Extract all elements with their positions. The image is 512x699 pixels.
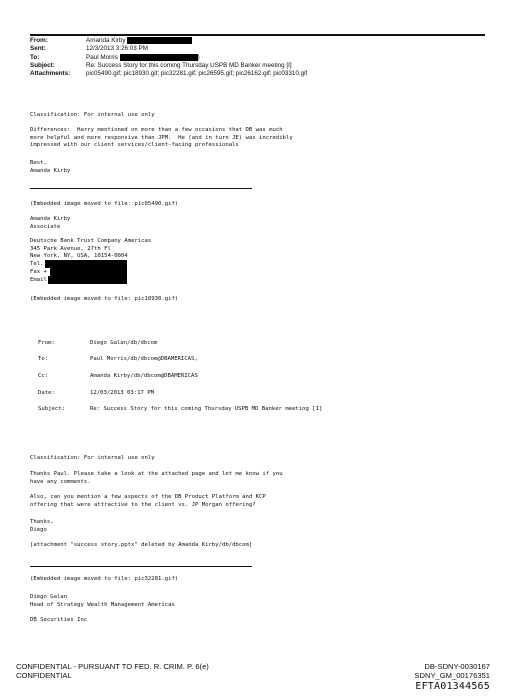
to-value: Paul Morris ) xyxy=(86,53,200,61)
signature-fax: Fax + xyxy=(30,269,47,275)
redaction-block xyxy=(50,268,127,276)
signature-address-2: New York, NY, USA, 10154-0004 xyxy=(30,253,128,259)
bates-number-2: SDNY_GM_00176351 xyxy=(414,671,490,681)
forward-to-row xyxy=(38,356,478,363)
embedded-image-note: (Embedded image moved to file: pic18930.gif) xyxy=(30,296,179,302)
signature-address-1: 345 Park Avenue, 27th Fl xyxy=(30,245,111,252)
differences-line-2: more helpful and more responsive than JPM. He (and in turn JE) was incredibly xyxy=(30,134,293,141)
best-line: Best, xyxy=(30,160,47,166)
signature-tel: Tel. xyxy=(30,261,44,267)
signature-email: Email xyxy=(30,277,47,283)
attachment-deleted-note: [attachment "success story.pptx" deleted by Amanda Kirby/db/dbcom] xyxy=(30,542,253,548)
header-attachments-row xyxy=(30,70,485,78)
forward-subject-label: Subject: xyxy=(38,406,65,412)
signature2-title: Head of Strategy Wealth Management Americas xyxy=(30,601,175,608)
sent-value: 12/3/2013 3:26:03 PM xyxy=(86,45,148,53)
classification-line: Classification: For internal use only xyxy=(30,112,155,118)
forward-cc-value: Amanda Kirby/db/dbcom@DBAMERICAS xyxy=(90,373,198,379)
footer-confidential: CONFIDENTIAL xyxy=(16,671,72,681)
forward-cc-label: Cc: xyxy=(38,373,49,379)
subject-label: Subject: xyxy=(30,61,55,69)
header-from-row xyxy=(30,37,485,45)
forward-from-label: From: xyxy=(38,340,55,346)
header-sent-row xyxy=(30,45,485,53)
forward-cc-row xyxy=(38,373,478,380)
signature2-name: Diego Galan xyxy=(30,594,68,600)
sent-label: Sent: xyxy=(30,45,46,53)
signature-name: Amanda Kirby xyxy=(30,216,71,222)
header-to-row xyxy=(30,54,485,62)
forward-from-value: Diego Galan/db/dbcom xyxy=(90,340,158,346)
footer-right xyxy=(414,662,490,692)
also-line-1: Also, can you mention a few aspects of the DB Product Platform and KCP xyxy=(30,494,266,500)
embedded-image-note: (Embedded image moved to file: pic32281.gif) xyxy=(30,576,179,582)
forward-date-row xyxy=(38,390,478,397)
thanks-line-2: have any comments. xyxy=(30,478,91,485)
differences-line-3: impressed with our client services/client-facing professionals xyxy=(30,142,239,148)
subject-value: Re: Success Story for this coming Thursday USPB MD Banker meeting [I] xyxy=(86,61,292,69)
classification-line: Classification: For internal use only xyxy=(30,455,155,461)
attachments-label: Attachments: xyxy=(30,70,71,78)
forward-subject-row xyxy=(38,406,478,413)
redaction-block xyxy=(48,276,127,284)
from-label: From: xyxy=(30,37,48,44)
from-value: Amanda Kirby xyxy=(86,37,192,45)
redaction-block xyxy=(45,260,127,268)
email-header xyxy=(30,34,485,78)
header-subject-row xyxy=(30,62,485,70)
forward-to-value: Paul Morris/db/dbcom@DBAMERICAS, xyxy=(90,356,198,362)
signature2-company: DB Securities Inc xyxy=(30,617,88,623)
forward-date-label: Date: xyxy=(38,390,55,396)
thanks-line-1: Thanks Paul. Please take a look at the attached page and let me know if you xyxy=(30,471,283,477)
thanks-closing: Thanks, xyxy=(30,519,54,525)
forward-to-label: To: xyxy=(38,356,49,362)
signoff-line: Amanda Kirby xyxy=(30,167,71,174)
divider xyxy=(30,188,252,189)
to-label: To: xyxy=(30,53,40,61)
signature-company: Deutsche Bank Trust Company Americas xyxy=(30,238,152,244)
forward-from-row xyxy=(38,340,478,347)
efta-number: EFTA01344565 xyxy=(415,680,490,692)
divider xyxy=(30,566,252,567)
differences-line-1: Differences: Harry mentioned on more than a few occasions that DB was much xyxy=(30,127,283,133)
redaction-block xyxy=(127,37,192,44)
footer-confidential-notice: CONFIDENTIAL - PURSUANT TO FED. R. CRIM. P. 6(e) xyxy=(16,662,209,671)
footer-left xyxy=(16,662,209,681)
forward-subject-value: Re: Success Story for this coming Thursday USPB MD Banker meeting [I] xyxy=(90,406,323,412)
signature-title: Associate xyxy=(30,223,61,230)
bates-number-1: DB-SDNY-0030167 xyxy=(424,662,490,671)
sender-name: Diego xyxy=(30,526,47,533)
also-line-2: offering that were attractive to the client vs. JP Morgan offering? xyxy=(30,501,256,508)
redaction-block xyxy=(120,54,198,61)
attachments-value: pic05490.gif; pic18930.gif; pic32281.gif; pic26595.gif; pic26162.gif; pic03310.gif xyxy=(86,70,308,78)
embedded-image-note: (Embedded image moved to file: pic05490.gif) xyxy=(30,201,179,207)
forward-date-value: 12/03/2013 03:17 PM xyxy=(90,390,154,396)
